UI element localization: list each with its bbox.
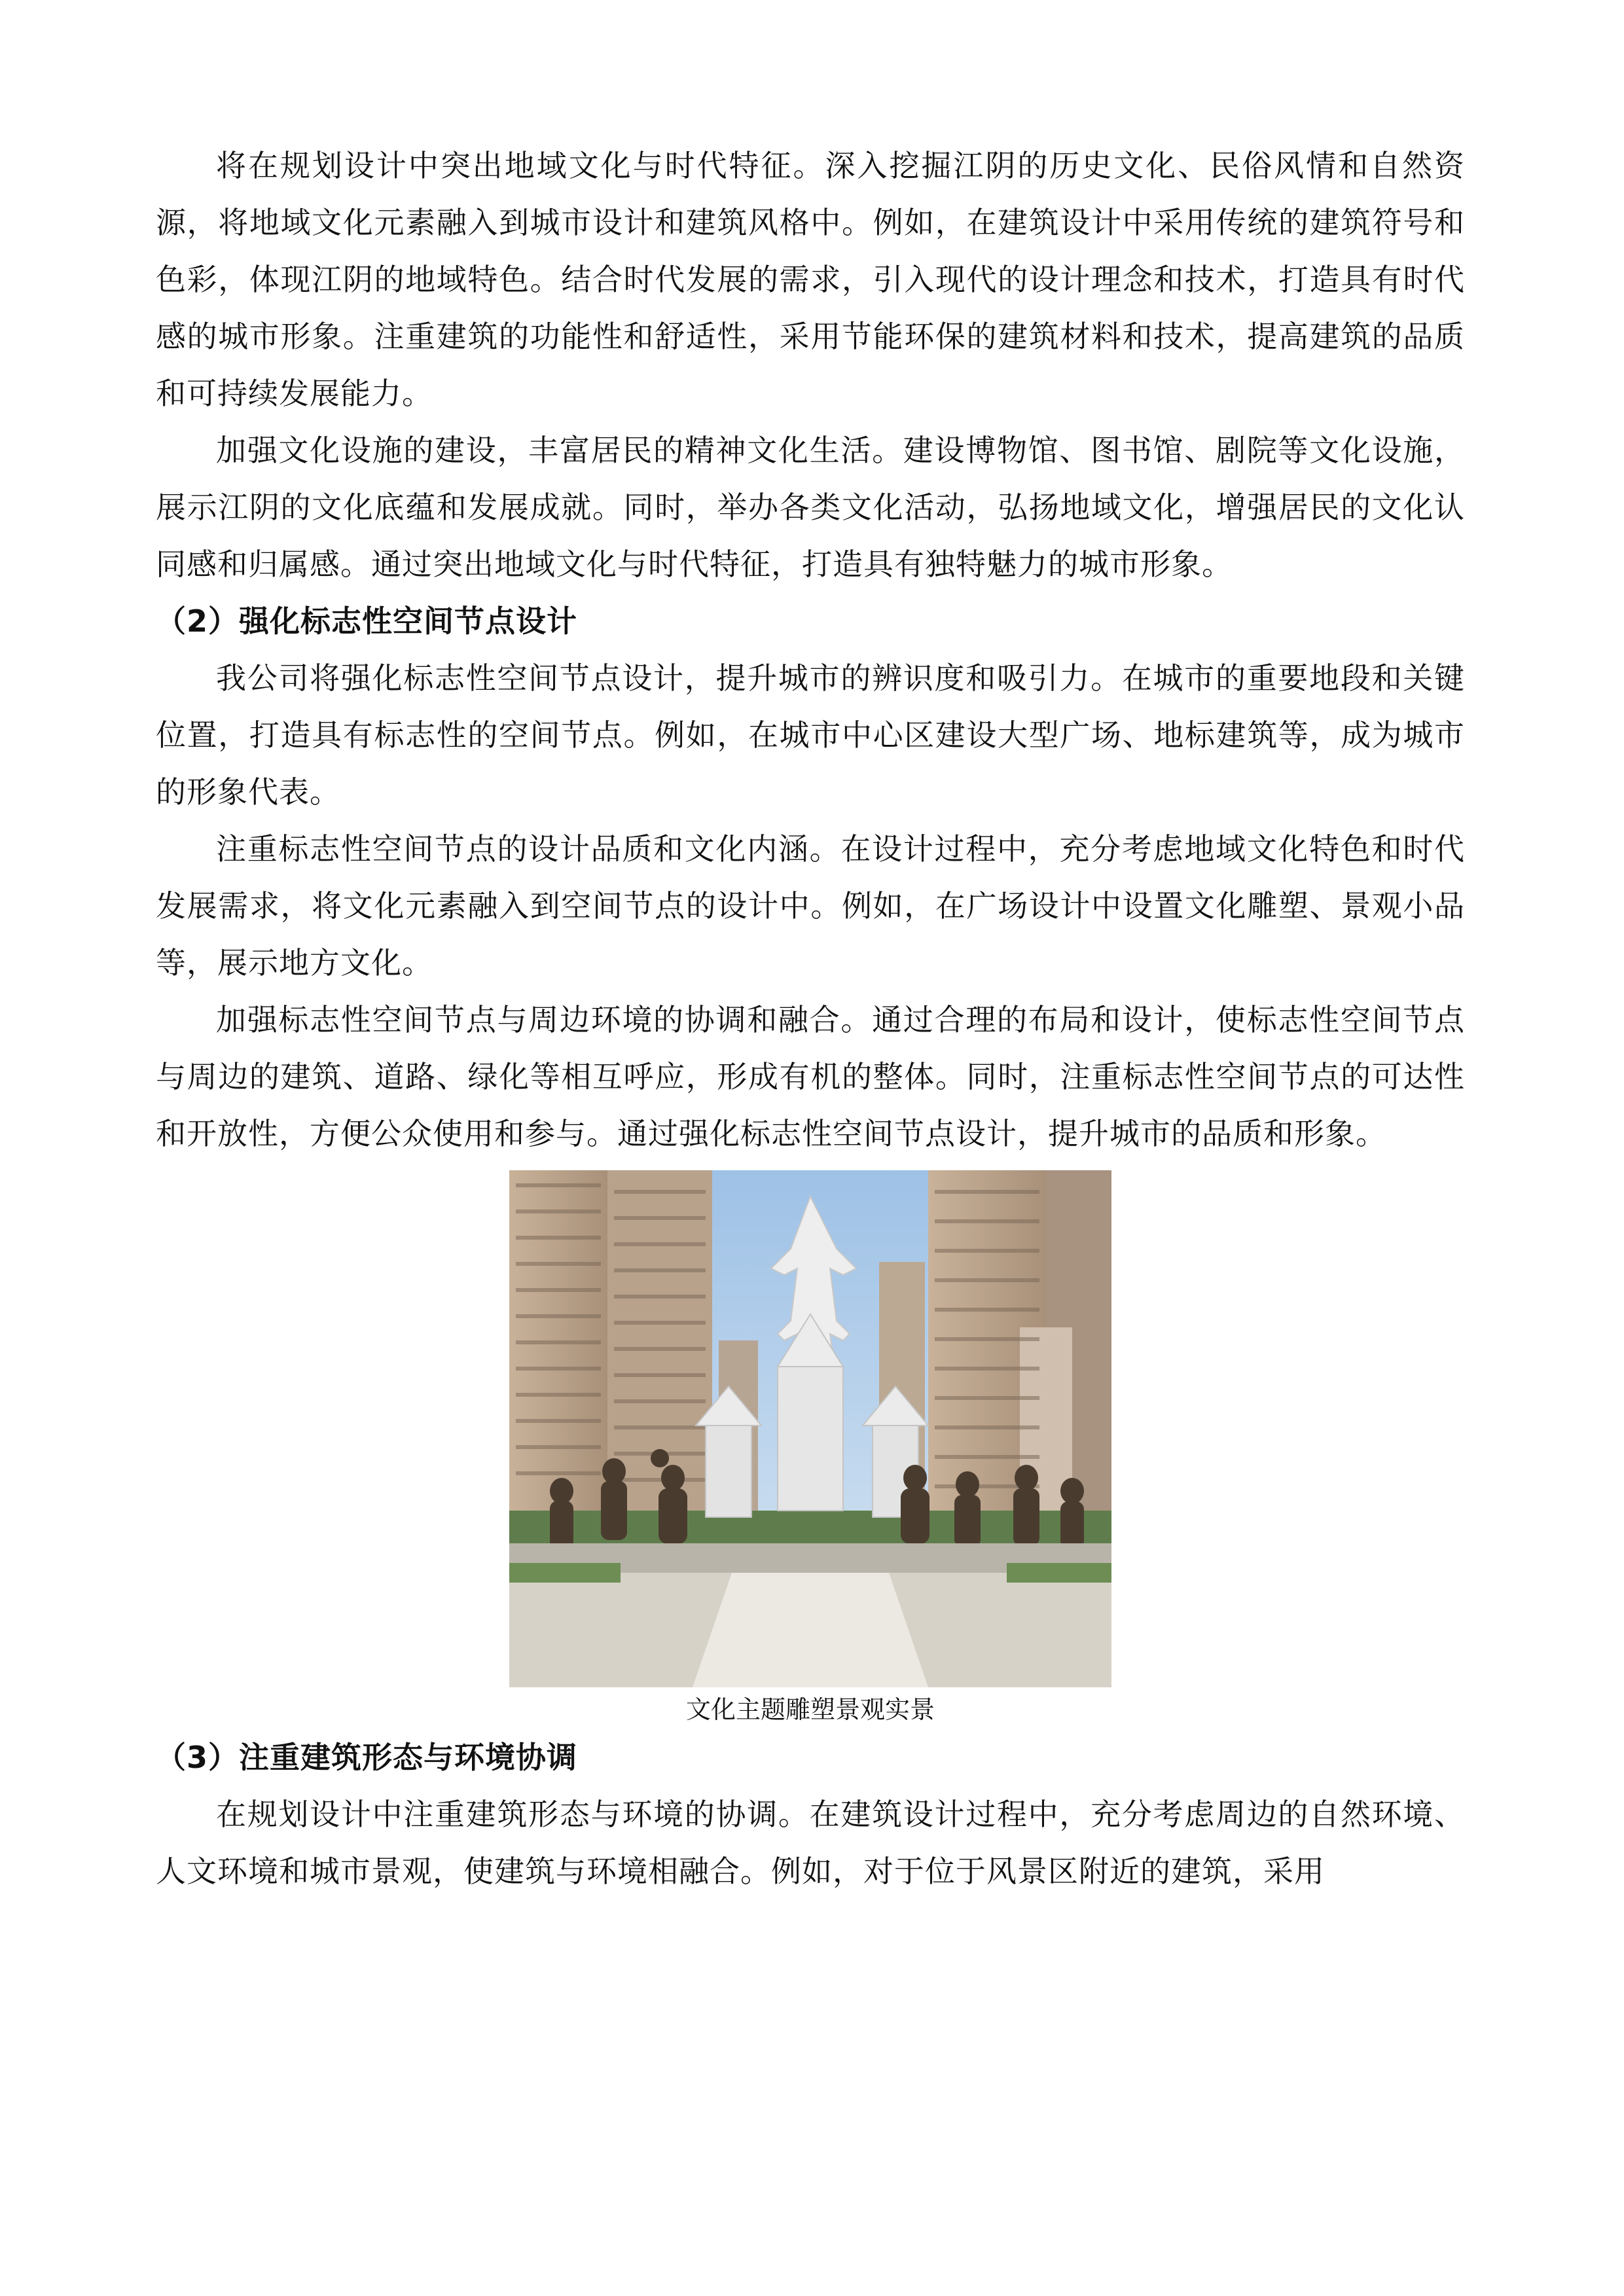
paragraph-building-environment: 在规划设计中注重建筑形态与环境的协调。在建筑设计过程中，充分考虑周边的自然环境、人文环境和城市景观，使建筑与环境相融合。例如，对于位于风景区附近的建筑，采用 bbox=[156, 1797, 1465, 1889]
sculpture-figure bbox=[156, 1170, 1465, 1729]
figure-caption: 文化主题雕塑景观实景 bbox=[685, 1695, 935, 1724]
paragraph-landmark-quality: 注重标志性空间节点的设计品质和文化内涵。在设计过程中，充分考虑地域文化特色和时代发展需求，将文化元素融入到空间节点的设计中。例如，在广场设计中设置文化雕塑、景观小品等，展示地方文化。 bbox=[156, 831, 1465, 980]
page-content bbox=[156, 137, 1465, 1900]
section-heading-landmark-nodes: （2）强化标志性空间节点设计 bbox=[156, 603, 578, 639]
paragraph-landmark-intro: 我公司将强化标志性空间节点设计，提升城市的辨识度和吸引力。在城市的重要地段和关键位置，打造具有标志性的空间节点。例如，在城市中心区建设大型广场、地标建筑等，成为城市的形象代表。 bbox=[156, 660, 1465, 810]
paragraph-cultural-facilities: 加强文化设施的建设，丰富居民的精神文化生活。建设博物馆、图书馆、剧院等文化设施，展示江阴的文化底蕴和发展成就。同时，举办各类文化活动，弘扬地域文化，增强居民的文化认同感和归属感。通过突出地域文化与时代特征，打造具有独特魅力的城市形象。 bbox=[156, 433, 1465, 582]
sculpture-landscape-photo bbox=[509, 1170, 1111, 1687]
paragraph-landmark-coordination: 加强标志性空间节点与周边环境的协调和融合。通过合理的布局和设计，使标志性空间节点与周边的建筑、道路、绿化等相互呼应，形成有机的整体。同时，注重标志性空间节点的可达性和开放性，方便公众使用和参与。通过强化标志性空间节点设计，提升城市的品质和形象。 bbox=[156, 1002, 1465, 1151]
section-heading-building-environment: （3）注重建筑形态与环境协调 bbox=[156, 1740, 578, 1775]
paragraph-regional-culture: 将在规划设计中突出地域文化与时代特征。深入挖掘江阴的历史文化、民俗风情和自然资源，将地域文化元素融入到城市设计和建筑风格中。例如，在建筑设计中采用传统的建筑符号和色彩，体现江阴的地域特色。结合时代发展的需求，引入现代的设计理念和技术，打造具有时代感的城市形象。注重建筑的功能性和舒适性，采用节能环保的建筑材料和技术，提高建筑的品质和可持续发展能力。 bbox=[156, 148, 1465, 411]
